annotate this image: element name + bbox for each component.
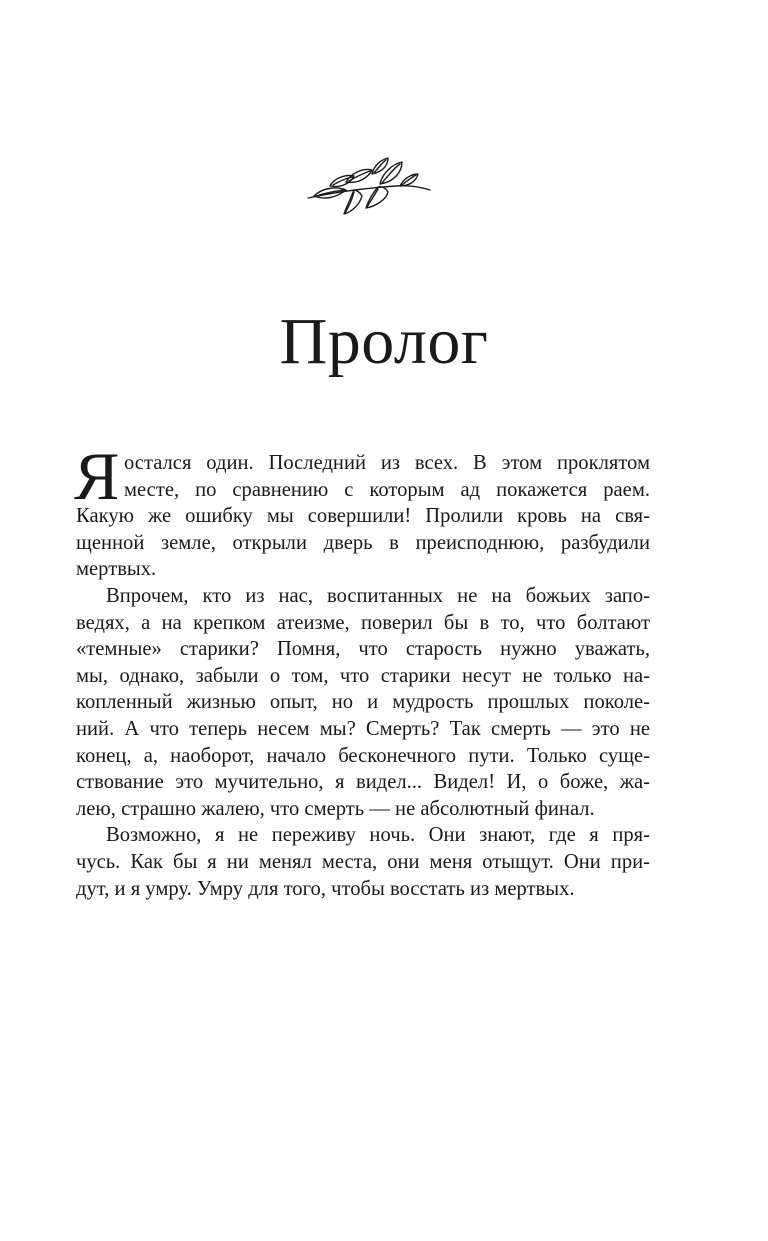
chapter-title: Пролог <box>279 305 489 378</box>
leaf-branch-icon <box>306 156 432 218</box>
text-line: ведях, а на крепком атеизме, поверил бы в то, что болтают <box>76 611 650 634</box>
text-line: Возможно, я не переживу ночь. Они знают, где я пря- <box>106 824 650 847</box>
text-line: щенной земле, открыли дверь в преисподнюю, разбудили <box>76 531 650 554</box>
body-text <box>74 438 650 902</box>
text-line: дут, и я умру. Умру для того, чтобы восстать из мертвых. <box>76 877 575 900</box>
text-line: копленный жизнью опыт, но и мудрость прошлых поколе- <box>76 691 650 714</box>
text-line: конец, а, наоборот, начало бесконечного пути. Только суще- <box>76 744 650 767</box>
text-line: Какую же ошибку мы совершили! Пролили кровь на свя- <box>76 505 650 528</box>
text-line: ний. А что теперь несем мы? Смерть? Так смерть — это не <box>76 717 650 740</box>
text-line: мертвых. <box>76 558 157 581</box>
text-line: лею, страшно жалею, что смерть — не абсолютный финал. <box>76 797 595 820</box>
text-line: чусь. Как бы я ни менял места, они меня отыщут. Они при- <box>76 850 650 873</box>
drop-cap: Я <box>74 438 120 514</box>
text-line: месте, по сравнению с которым ад покажется раем. <box>124 478 650 501</box>
text-line: Впрочем, кто из нас, воспитанных не на божьих запо- <box>106 584 650 607</box>
text-line: «темные» старики? Помня, что старость нужно уважать, <box>76 638 650 661</box>
text-line: остался один. Последний из всех. В этом проклятом <box>124 452 650 474</box>
text-line: мы, однако, забыли о том, что старики несут не только на- <box>76 664 650 687</box>
text-line: ствование это мучительно, я видел... Видел! И, о боже, жа- <box>76 771 650 794</box>
